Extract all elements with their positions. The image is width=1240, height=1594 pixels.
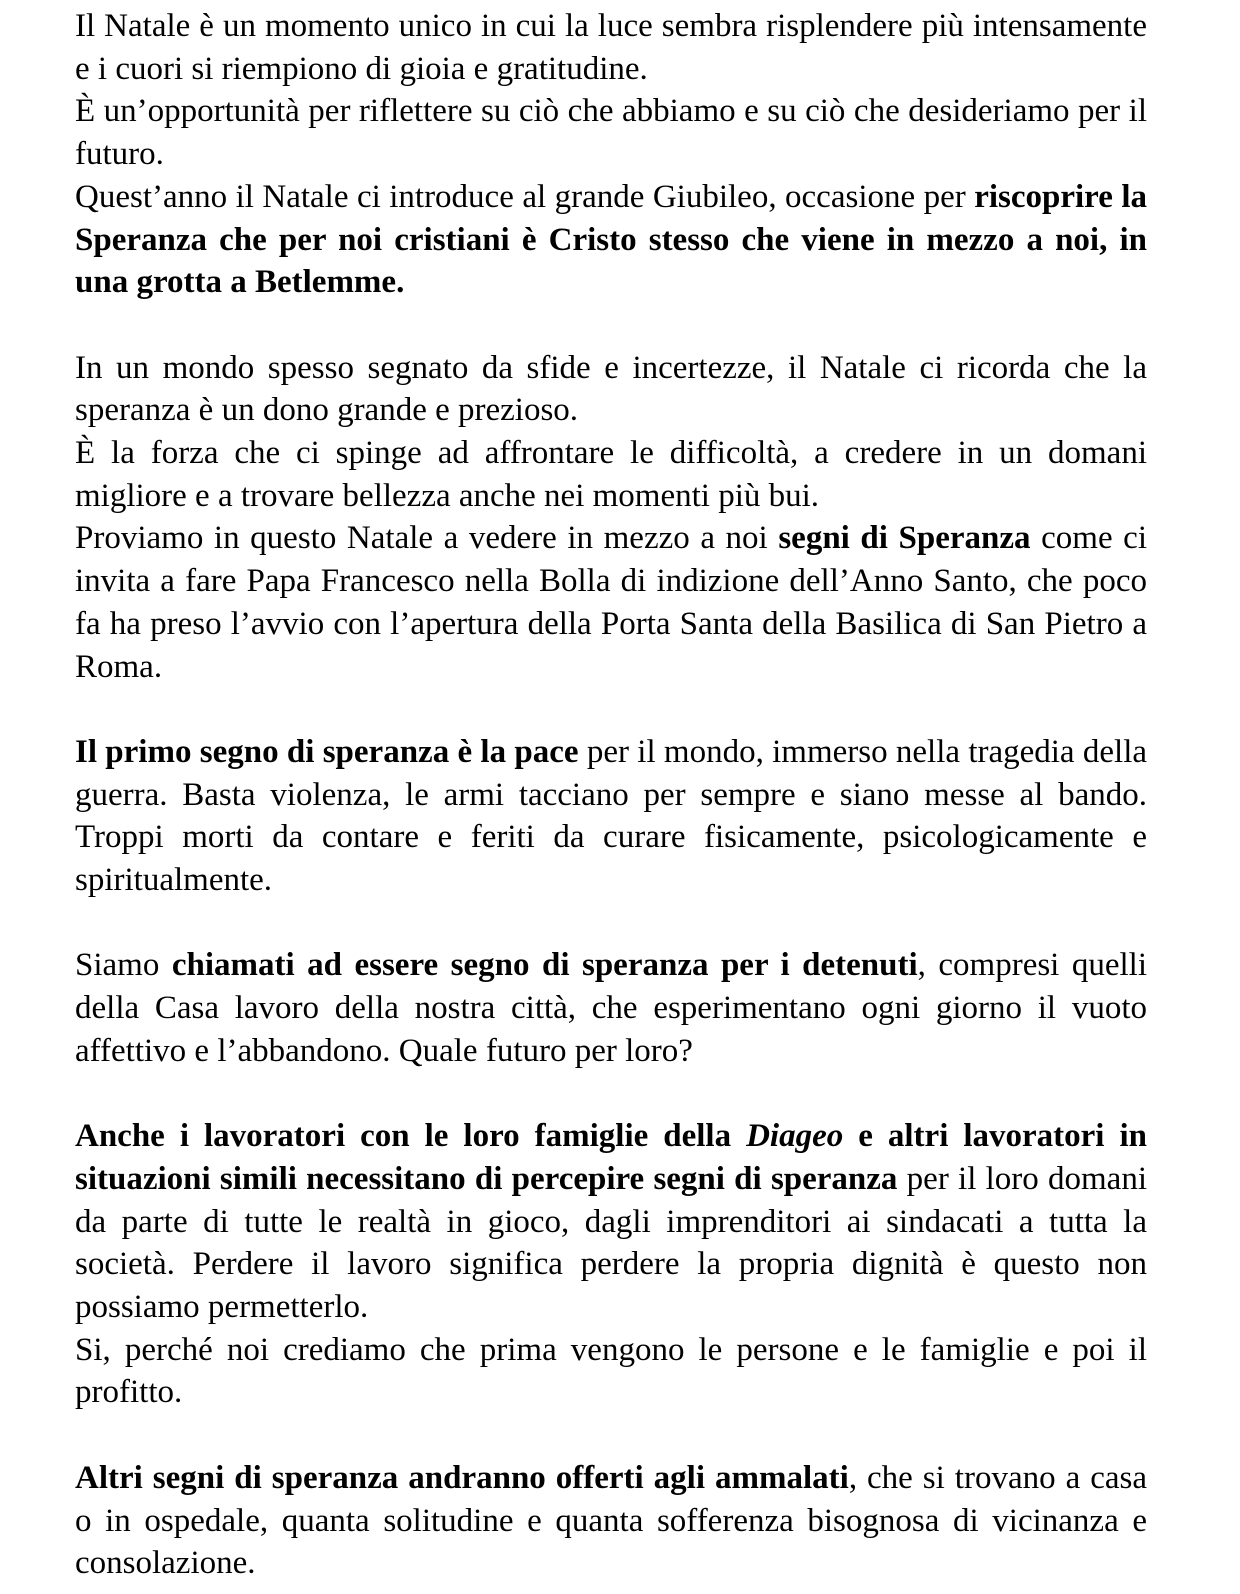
paragraph-gap	[75, 1073, 1147, 1116]
workers-company-name: Diageo	[746, 1118, 844, 1155]
document-page	[75, 0, 1147, 1585]
workers-bold-text-c: e altri lavoratori in situazioni simili necessitano di percepire segni di speranza	[75, 1118, 1147, 1197]
signs-text-c: come ci invita a fare Papa Francesco nella Bolla di indizione dell’Anno Santo, che poco fa ha preso l’avvio con l’apertura della Porta Santa della Basilica di San Pietro a Roma.	[75, 520, 1148, 685]
paragraph-world	[75, 347, 1147, 432]
signs-text-a: Proviamo in questo Natale a vedere in mezzo a noi	[75, 520, 779, 557]
sick-text: , che si trovano a casa o in ospedale, quanta solitudine e quanta sofferenza bisognosa di vicinanza e consolazione.	[75, 1459, 1147, 1582]
jubilee-text: Quest’anno il Natale ci introduce al grande Giubileo, occasione per	[75, 178, 975, 215]
intro-text: Il Natale è un momento unico in cui la luce sembra risplendere più intensamente e i cuori si riempiono di gioia e gratitudine.	[75, 8, 1147, 87]
paragraph-gap	[75, 304, 1147, 347]
paragraph-peace	[75, 731, 1147, 902]
paragraph-opportunity	[75, 90, 1147, 175]
paragraph-sick	[75, 1457, 1147, 1585]
paragraph-intro	[75, 5, 1147, 90]
paragraph-jubilee	[75, 176, 1147, 304]
paragraph-gap	[75, 688, 1147, 731]
people-first-text: Si, perché noi crediamo che prima vengono le persone e le famiglie e poi il profitto.	[75, 1331, 1147, 1411]
detainees-text-a: Siamo	[75, 947, 172, 984]
paragraph-gap	[75, 1414, 1147, 1457]
signs-bold-text: segni di Speranza	[778, 520, 1031, 557]
paragraph-gap	[75, 902, 1147, 945]
paragraph-strength	[75, 432, 1147, 517]
paragraph-detainees	[75, 944, 1147, 1072]
workers-bold-text-a: Anche i lavoratori con le loro famiglie della	[75, 1118, 747, 1155]
peace-text: per il mondo, immerso nella tragedia della guerra. Basta violenza, le armi tacciano per sempre e siano messe al bando. Troppi morti da contare e feriti da curare fisicamente, psicologicamente e spiritualmente.	[75, 733, 1148, 899]
paragraph-people-first	[75, 1329, 1147, 1414]
paragraph-signs	[75, 517, 1147, 688]
sick-bold-text: Altri segni di speranza andranno offerti agli ammalati	[75, 1459, 849, 1496]
workers-text-d: per il loro domani da parte di tutte le realtà in gioco, dagli imprenditori ai sindacati a tutta la società. Perdere il lavoro significa perdere la propria dignità è questo non possiamo permetterlo.	[75, 1160, 1147, 1326]
world-text: In un mondo spesso segnato da sfide e incertezze, il Natale ci ricorda che la speranza è un dono grande e prezioso.	[75, 349, 1147, 429]
jubilee-bold-text: riscoprire la Speranza che per noi cristiani è Cristo stesso che viene in mezzo a noi, in una grotta a Betlemme.	[75, 178, 1148, 301]
peace-bold-text: Il primo segno di speranza è la pace	[75, 733, 579, 770]
opportunity-text: È un’opportunità per riflettere su ciò che abbiamo e su ciò che desideriamo per il futuro.	[75, 93, 1147, 173]
detainees-bold-text: chiamati ad essere segno di speranza per i detenuti	[171, 947, 918, 984]
detainees-text-c: , compresi quelli della Casa lavoro della nostra città, che esperimentano ogni giorno il vuoto affettivo e l’abbandono. Quale futuro per loro?	[75, 947, 1147, 1069]
strength-text: È la forza che ci spinge ad affrontare le difficoltà, a credere in un domani migliore e a trovare bellezza anche nei momenti più bui.	[75, 435, 1147, 514]
paragraph-workers	[75, 1115, 1147, 1329]
